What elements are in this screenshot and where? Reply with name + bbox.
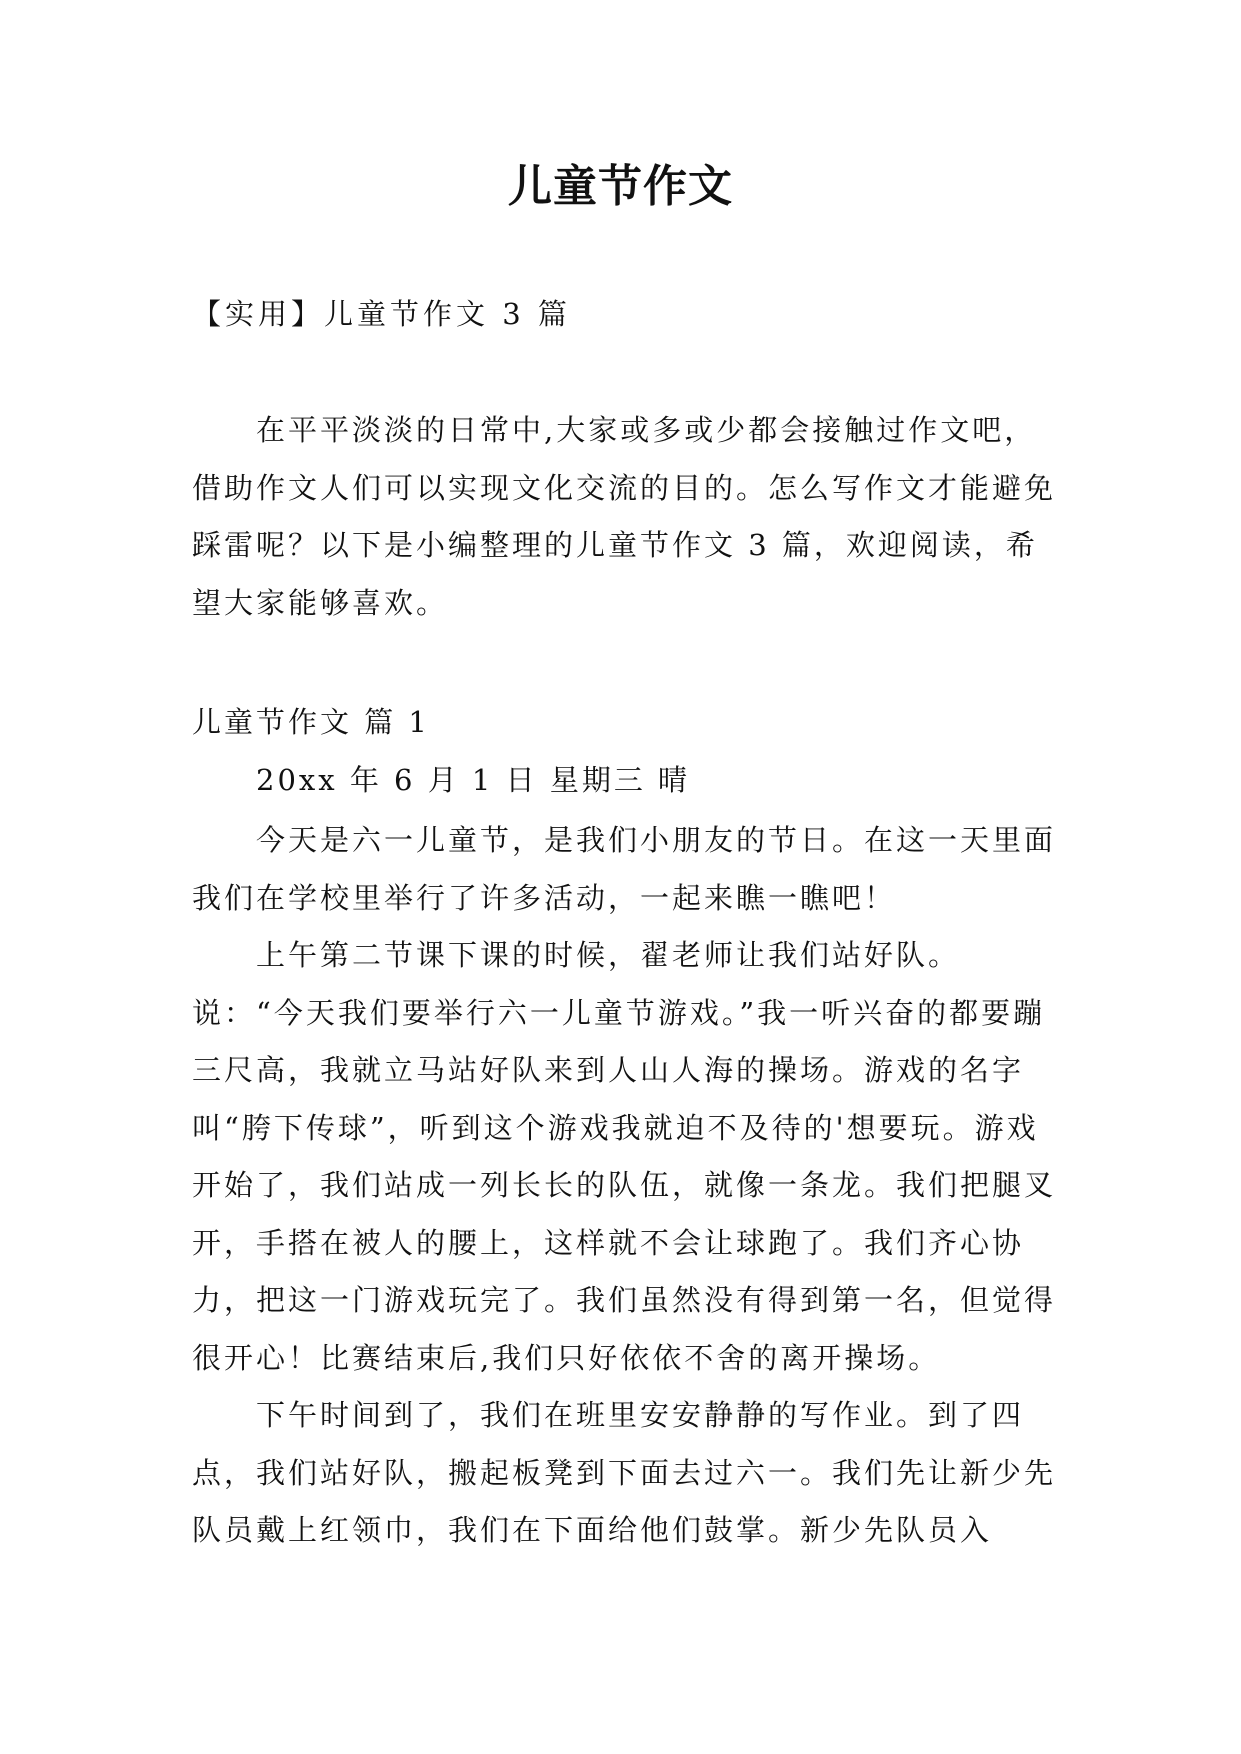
essay-body bbox=[192, 812, 1060, 1560]
section-heading: 儿童节作文 篇 1 bbox=[192, 705, 430, 739]
document-title: 儿童节作文 bbox=[508, 161, 733, 212]
essay-paragraph-1: 今天是六一儿童节，是我们小朋友的节日。在这一天里面我们在学校里举行了许多活动，一起来瞧一瞧吧！ bbox=[192, 823, 1057, 915]
diary-date-line: 20xx 年 6 月 1 日 星期三 晴 bbox=[256, 763, 691, 797]
document-subtitle: 【实用】儿童节作文 3 篇 bbox=[192, 297, 571, 331]
essay-paragraph-2: 上午第二节课下课的时候，翟老师让我们站好队。说：“今天我们要举行六一儿童节游戏。”我一听兴奋的都要蹦三尺高，我就立马站好队来到人山人海的操场。游戏的名字叫“胯下传球”，听到这个游戏我就迫不及待的'想要玩。游戏开始了，我们站成一列长长的队伍，就像一条龙。我们把腿叉开，手搭在被人的腰上，这样就不会让球跑了。我们齐心协力，把这一门游戏玩完了。我们虽然没有得到第一名，但觉得很开心！比赛结束后,我们只好依依不舍的离开操场。 bbox=[192, 938, 1057, 1375]
essay-paragraph-3: 下午时间到了，我们在班里安安静静的写作业。到了四点，我们站好队，搬起板凳到下面去过六一。我们先让新少先队员戴上红领巾，我们在下面给他们鼓掌。新少先队员入 bbox=[192, 1398, 1057, 1547]
intro-paragraph: 在平平淡淡的日常中,大家或多或少都会接触过作文吧，借助作文人们可以实现文化交流的目的。怎么写作文才能避免踩雷呢？以下是小编整理的儿童节作文 3 篇，欢迎阅读，希望大家能够喜欢。 bbox=[192, 413, 1057, 620]
